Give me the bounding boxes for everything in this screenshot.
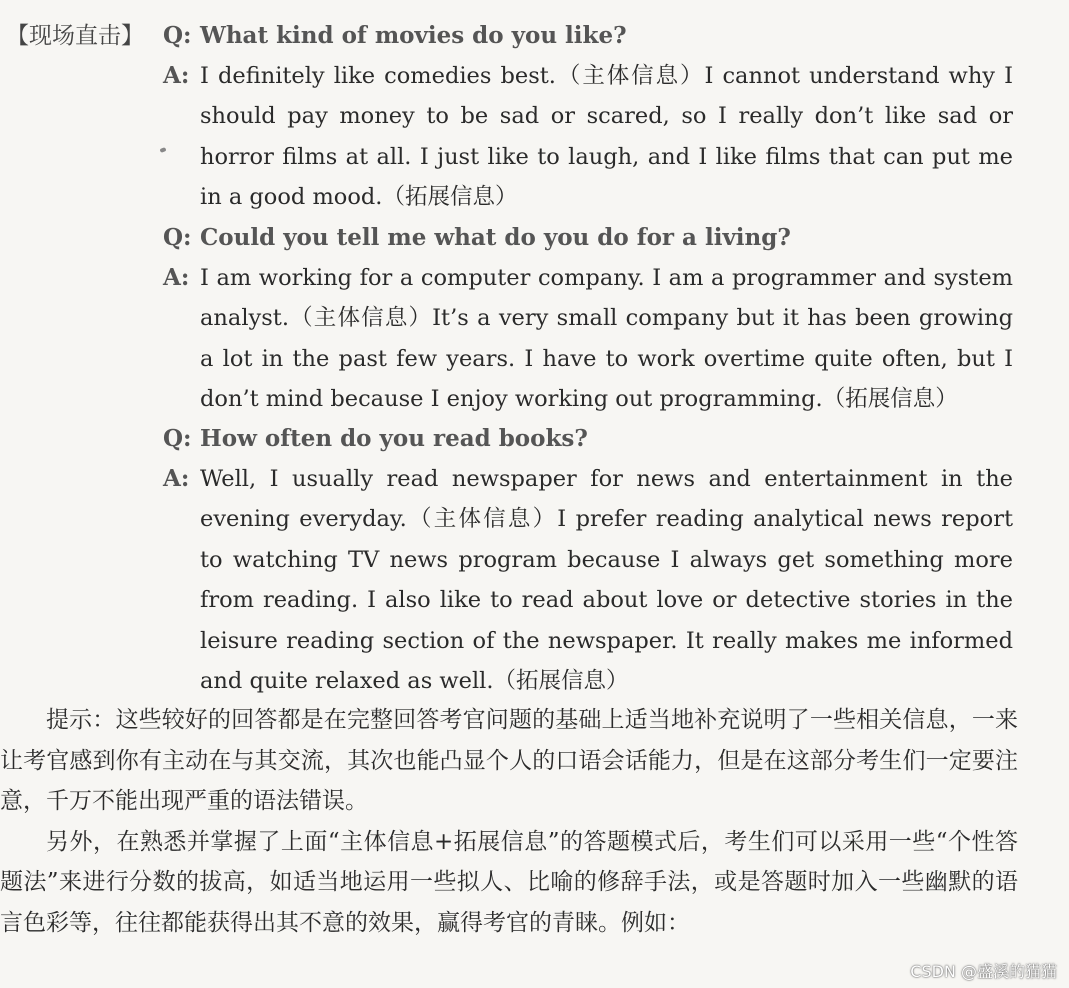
watermark: CSDN @盛溪的猫猫 [910, 962, 1057, 981]
tip-section [0, 700, 1018, 943]
answer-text: Well, I usually read newspaper for news and entertainment in the evening everyday.（主体信息）I prefer reading analytical news report to watching TV news program because I always get something more from reading. I also like to read about love or detective stories in the leisure reading section of the newspaper. It really makes me informed and quite relaxed as well.（拓展信息） [200, 466, 1013, 695]
tip-paragraph: 提示：这些较好的回答都是在完整回答考官问题的基础上适当地补充说明了一些相关信息，一来让考官感到你有主动在与其交流，其次也能凸显个人的口语会话能力，但是在这部分考生们一定要注意，千万不能出现严重的语法错误。 [0, 707, 1018, 814]
answer-label: A: [163, 264, 190, 291]
section-tag: 【现场直击】 [6, 23, 144, 49]
answer-text: I am working for a computer company. I am a programmer and system analyst.（主体信息）It’s a very small company but it has been growing a lot in the past few years. I have to work overtime quite often, but I don’t mind because I enjoy working out programming.（拓展信息） [200, 265, 1013, 413]
answer-text: I definitely like comedies best.（主体信息）I cannot understand why I should pay money to be sad or scared, so I really don’t like sad or horror films at all. I just like to laugh, and I like films that can put me in a good mood.（拓展信息） [200, 63, 1013, 211]
answer-label: A: [163, 465, 190, 492]
question-label: Q: [163, 22, 192, 49]
question-text: How often do you read books? [200, 425, 588, 452]
question-text: What kind of movies do you like? [200, 22, 627, 49]
question-label: Q: [163, 224, 192, 251]
question-label: Q: [163, 425, 192, 452]
print-speck [159, 147, 166, 153]
question-text: Could you tell me what do you do for a living? [200, 224, 791, 251]
extra-paragraph: 另外，在熟悉并掌握了上面“主体信息+拓展信息”的答题模式后，考生们可以采用一些“个性答题法”来进行分数的拔高，如适当地运用一些拟人、比喻的修辞手法，或是答题时加入一些幽默的语言色彩等，往往都能获得出其不意的效果，赢得考官的青睐。例如： [0, 828, 1018, 936]
answer-label: A: [163, 62, 190, 89]
